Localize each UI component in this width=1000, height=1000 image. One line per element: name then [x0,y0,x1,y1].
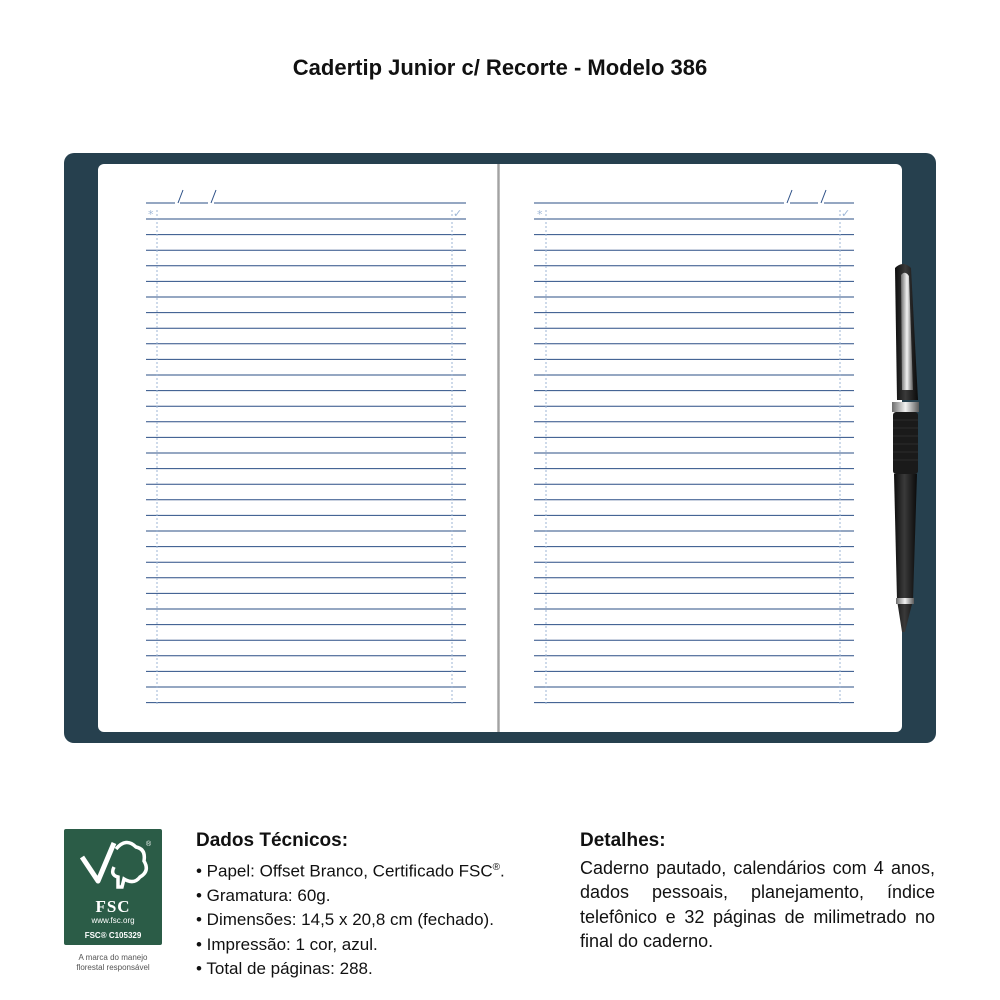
right-page-lines [534,219,854,703]
svg-text:*: * [537,208,543,221]
fsc-logo-text: FSC [95,897,131,916]
details-heading: Detalhes: [580,830,666,851]
fsc-caption: A marca do manejo florestal responsável [76,953,150,972]
left-page-lines [146,219,466,703]
page-title: Cadertip Junior c/ Recorte - Modelo 386 [292,55,708,80]
svg-text:*: * [148,208,154,221]
tech-item: • Gramatura: 60g. [196,885,331,905]
details [580,829,935,954]
fsc-logo [64,829,162,945]
fsc-code: FSC® C105329 [84,931,142,940]
tech-item: • Dimensões: 14,5 x 20,8 cm (fechado). [196,910,494,930]
pen [892,264,919,632]
details-body: Caderno pautado, calendários com 4 anos, dados pessoais, planejamento, índice telefônico e 32 páginas de milimetrado no final do caderno. [580,857,935,951]
tech-item: • Total de páginas: 288. [196,959,373,979]
fsc-site: www.fsc.org [91,916,135,925]
right-date-header [534,190,854,203]
fsc-tree-check-icon [64,829,162,899]
check-mark-left: ✓ [453,207,463,220]
tech-item: • Papel: Offset Branco, Certificado FSC®. [196,861,505,881]
technical-heading: Dados Técnicos: [196,830,349,851]
check-mark-right: ✓ [841,207,851,220]
technical-data [196,829,566,982]
left-date-header [146,190,466,203]
tech-item: • Impressão: 1 cor, azul. [196,934,378,954]
svg-text:®: ® [146,841,152,848]
